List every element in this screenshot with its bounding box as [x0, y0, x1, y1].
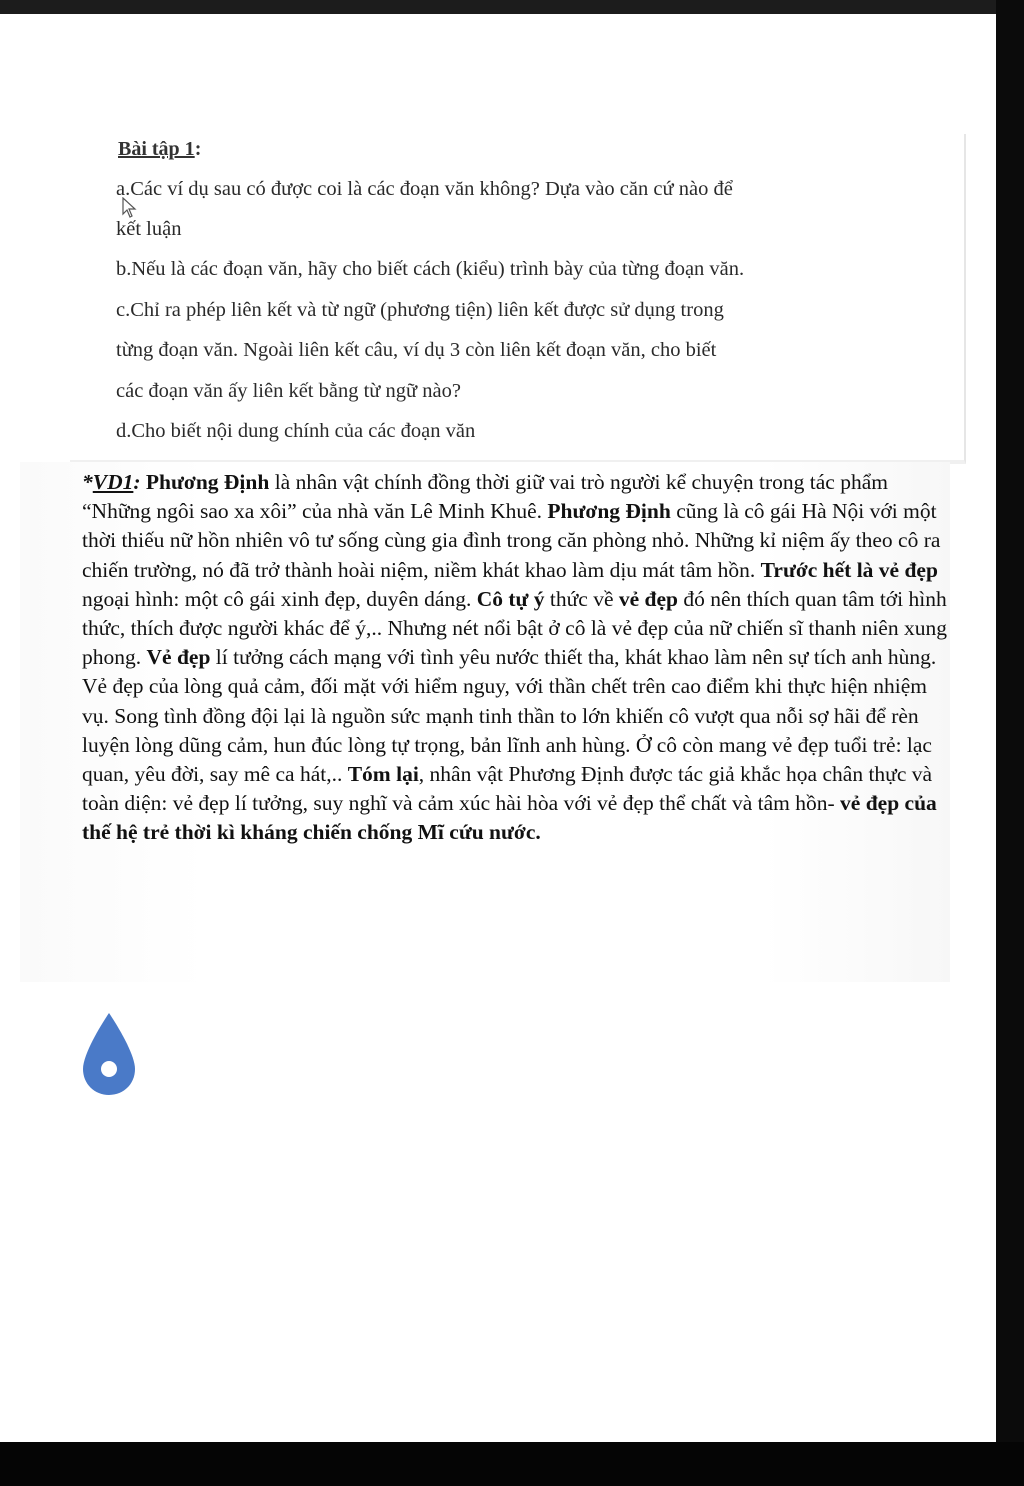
question-d: d.Cho biết nội dung chính của các đoạn văn	[116, 420, 476, 442]
question-b: b.Nếu là các đoạn văn, hãy cho biết cách (kiểu) trình bày của từng đoạn văn.	[116, 258, 745, 280]
bold-phrase-6: Tóm lại	[347, 762, 419, 787]
bold-phrase-2: Phương Định	[547, 499, 671, 524]
exercise-title-text: Bài tập 1	[118, 138, 195, 160]
window-right-border	[996, 0, 1024, 1486]
sentence-4b: đó nên thích quan tâm tới hình thức, thích được người khác để ý,.. Nhưng nét nổi bật ở cô là vẻ đẹp của nữ chiến sĩ thanh niên xung phong.	[82, 586, 947, 670]
question-c-line-2: từng đoạn văn. Ngoài liên kết câu, ví dụ 3 còn liên kết đoạn văn, cho biết	[116, 339, 717, 361]
example-label-star: *	[82, 470, 93, 494]
bold-phrase-4: Cô tự ý	[476, 586, 545, 611]
bold-phrase-5: Vẻ đẹp	[146, 645, 211, 670]
exercise-title-colon: :	[194, 138, 202, 160]
sentence-6: , nhân vật Phương Định được tác giả khắc họa chân thực và toàn diện: vẻ đẹp lí tưởng, suy nghĩ và cảm xúc hài hòa với vẻ đẹp thể chất và tâm hồn-	[82, 762, 933, 816]
example-label	[82, 470, 141, 494]
window-top-bar	[0, 0, 1024, 14]
example-label-colon: :	[133, 470, 141, 494]
question-a-line-1: a.Các ví dụ sau có được coi là các đoạn văn không? Dựa vào căn cứ nào để	[116, 178, 733, 200]
sentence-4a: thức về	[544, 586, 619, 611]
water-drop-icon[interactable]	[81, 1011, 137, 1097]
bold-phrase-1: Phương Định	[145, 470, 270, 494]
question-a-line-2: kết luận	[116, 218, 182, 240]
question-c-line-3: các đoạn văn ấy liên kết bằng từ ngữ nào?	[116, 380, 461, 402]
example-label-text: VD1	[92, 470, 134, 494]
bold-phrase-3: Trước hết là vẻ đẹp	[760, 557, 938, 582]
document-page	[0, 14, 996, 1442]
mouse-pointer-icon	[122, 197, 138, 219]
question-c-line-1: c.Chỉ ra phép liên kết và từ ngữ (phương tiện) liên kết được sử dụng trong	[116, 299, 724, 321]
sentence-5: lí tưởng cách mạng với tình yêu nước thiết tha, khát khao làm nên sự tích anh hùng. Vẻ đẹp của lòng quả cảm, đối mặt với hiểm nguy, với thần chết trên cao điểm khi thực hiện nhiệm vụ. Song tình đồng đội lại là nguồn sức mạnh tinh thần to lớn khiến cô vượt qua nỗi sợ hãi để rèn luyện lòng dũng cảm, hun đúc lòng tự trọng, bản lĩnh anh hùng. Ở cô còn mang vẻ đẹp tuổi trẻ: lạc quan, yêu đời, say mê ca hát,..	[82, 645, 937, 787]
bold-phrase-7: vẻ đẹp của thế hệ trẻ thời kì kháng chiến chống Mĩ cứu nước.	[82, 791, 937, 845]
sentence-3: ngoại hình: một cô gái xinh đẹp, duyên dáng.	[82, 586, 477, 611]
sentence-1: là nhân vật chính đồng thời giữ vai trò người kể chuyện trong tác phẩm “Những ngôi sao xa xôi” của nhà văn Lê Minh Khuê.	[82, 470, 888, 524]
bold-phrase-4b: vẻ đẹp	[618, 586, 679, 611]
exercise-title	[118, 138, 201, 161]
sentence-2: cũng là cô gái Hà Nội với một thời thiếu nữ hồn nhiên vô tư sống cùng gia đình trong căn phòng nhỏ. Những kỉ niệm ấy theo cô ra chiến trường, nó đã trở thành hoài niệm, niềm khát khao làm dịu mát tâm hồn.	[82, 499, 941, 582]
window-bottom-bar	[0, 1442, 1024, 1486]
example-paragraph	[82, 468, 954, 848]
example-section	[20, 462, 950, 982]
exercise-section	[70, 134, 966, 464]
